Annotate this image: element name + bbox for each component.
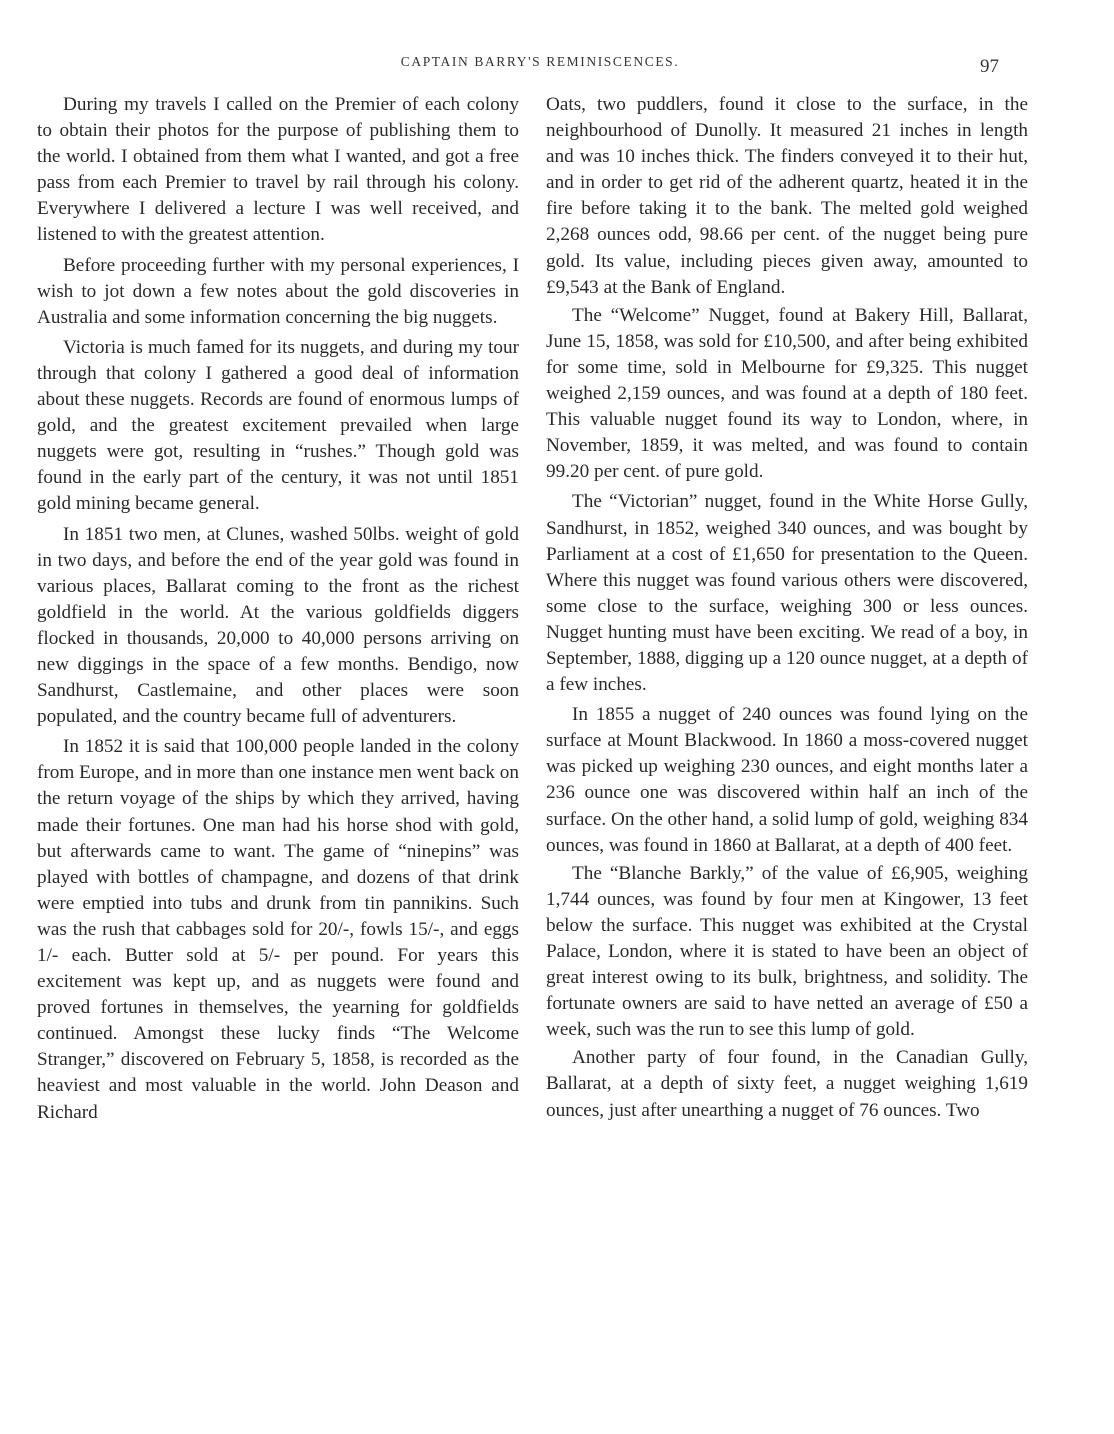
paragraph: Victoria is much famed for its nuggets, and during my tour through that colony I gathered a good deal of information about these nuggets. Records are found of enormous lumps of gold, and the greatest excitement prevailed when large nuggets were got, resulting in “rushes.” Though gold was found in the early part of the century, it was not until 1851 gold mining became general. — [37, 336, 519, 515]
right-column — [546, 92, 1028, 1126]
paragraph: In 1851 two men, at Clunes, washed 50lbs. weight of gold in two days, and before the end of the year gold was found in various places, Ballarat coming to the front as the richest goldfield in the world. At the various goldfields diggers flocked in thousands, 20,000 to 40,000 persons arriving on new diggings in the space of a few months. Bendigo, now Sandhurst, Castlemaine, and other places were soon populated, and the country became full of adventurers. — [37, 523, 519, 728]
running-title: CAPTAIN BARRY'S REMINISCENCES. — [400, 54, 680, 69]
paragraph: The “Blanche Barkly,” of the value of £6,905, weighing 1,744 ounces, was found by four men at Kingower, 13 feet below the surface. This nugget was exhibited at the Crystal Palace, London, where it is stated to have been an object of great interest owing to its bulk, brightness, and solidity. The fortunate owners are said to have netted an average of £50 a week, such was the run to see this lump of gold. — [546, 862, 1028, 1041]
paragraph-continued: Oats, two puddlers, found it close to the surface, in the neighbourhood of Dunolly. It measured 21 inches in length and was 10 inches thick. The finders conveyed it to their hut, and in order to get rid of the adherent quartz, heated it in the fire before taking it to the bank. The melted gold weighed 2,268 ounces odd, 98.66 per cent. of the nugget being pure gold. Its value, including pieces given away, amounted to £9,543 at the Bank of England. — [546, 94, 1028, 298]
paragraph: Another party of four found, in the Canadian Gully, Ballarat, at a depth of sixty feet, a nugget weighing 1,619 ounces, just after unearthing a nugget of 76 ounces. Two — [546, 1047, 1028, 1121]
paragraph: During my travels I called on the Premier of each colony to obtain their photos for the purpose of publishing them to the world. I obtained from them what I wanted, and got a free pass from each Premier to travel by rail through his colony. Everywhere I delivered a lecture I was well received, and listened to with the greatest attention. — [37, 94, 519, 246]
page-number: 97 — [980, 56, 999, 77]
paragraph: In 1852 it is said that 100,000 people landed in the colony from Europe, and in more than one instance men went back on the return voyage of the ships by which they arrived, having made their fortunes. One man had his horse shod with gold, but afterwards came to want. The game of “ninepins” was played with bottles of champagne, and dozens of that drink were emptied into tubs and drunk from tin pannikins. Such was the rush that cabbages sold for 20/-, fowls 15/-, and eggs 1/- each. Butter sold at 5/- per pound. For years this excitement was kept up, and as nuggets were found and proved fortunes in themselves, the yearning for goldfields continued. Amongst these lucky finds “The Welcome Stranger,” discovered on February 5, 1858, is recorded as the heaviest and most valuable in the world. John Deason and Richard — [37, 736, 519, 1123]
paragraph: The “Victorian” nugget, found in the White Horse Gully, Sandhurst, in 1852, weighed 340 ounces, and was bought by Parliament at a cost of £1,650 for presentation to the Queen. Where this nugget was found various others were discovered, some close to the surface, weighing 300 or less ounces. Nugget hunting must have been exciting. We read of a boy, in September, 1888, digging up a 120 ounce nugget, at a depth of a few inches. — [546, 491, 1028, 696]
left-column — [37, 92, 519, 1128]
paragraph: In 1855 a nugget of 240 ounces was found lying on the surface at Mount Blackwood. In 1860 a moss-covered nugget was picked up weighing 230 ounces, and eight months later a 236 ounce one was discovered within half an inch of the surface. On the other hand, a solid lump of gold, weighing 834 ounces, was found in 1860 at Ballarat, at a depth of 400 feet. — [546, 704, 1028, 856]
paragraph: Before proceeding further with my personal experiences, I wish to jot down a few notes about the gold discoveries in Australia and some information concerning the big nuggets. — [37, 254, 519, 328]
paragraph: The “Welcome” Nugget, found at Bakery Hill, Ballarat, June 15, 1858, was sold for £10,500, and after being exhibited for some time, sold in Melbourne for £9,325. This nugget weighed 2,159 ounces, and was found at a depth of 180 feet. This valuable nugget found its way to London, where, in November, 1859, it was melted, and was found to contain 99.20 per cent. of pure gold. — [546, 304, 1028, 483]
